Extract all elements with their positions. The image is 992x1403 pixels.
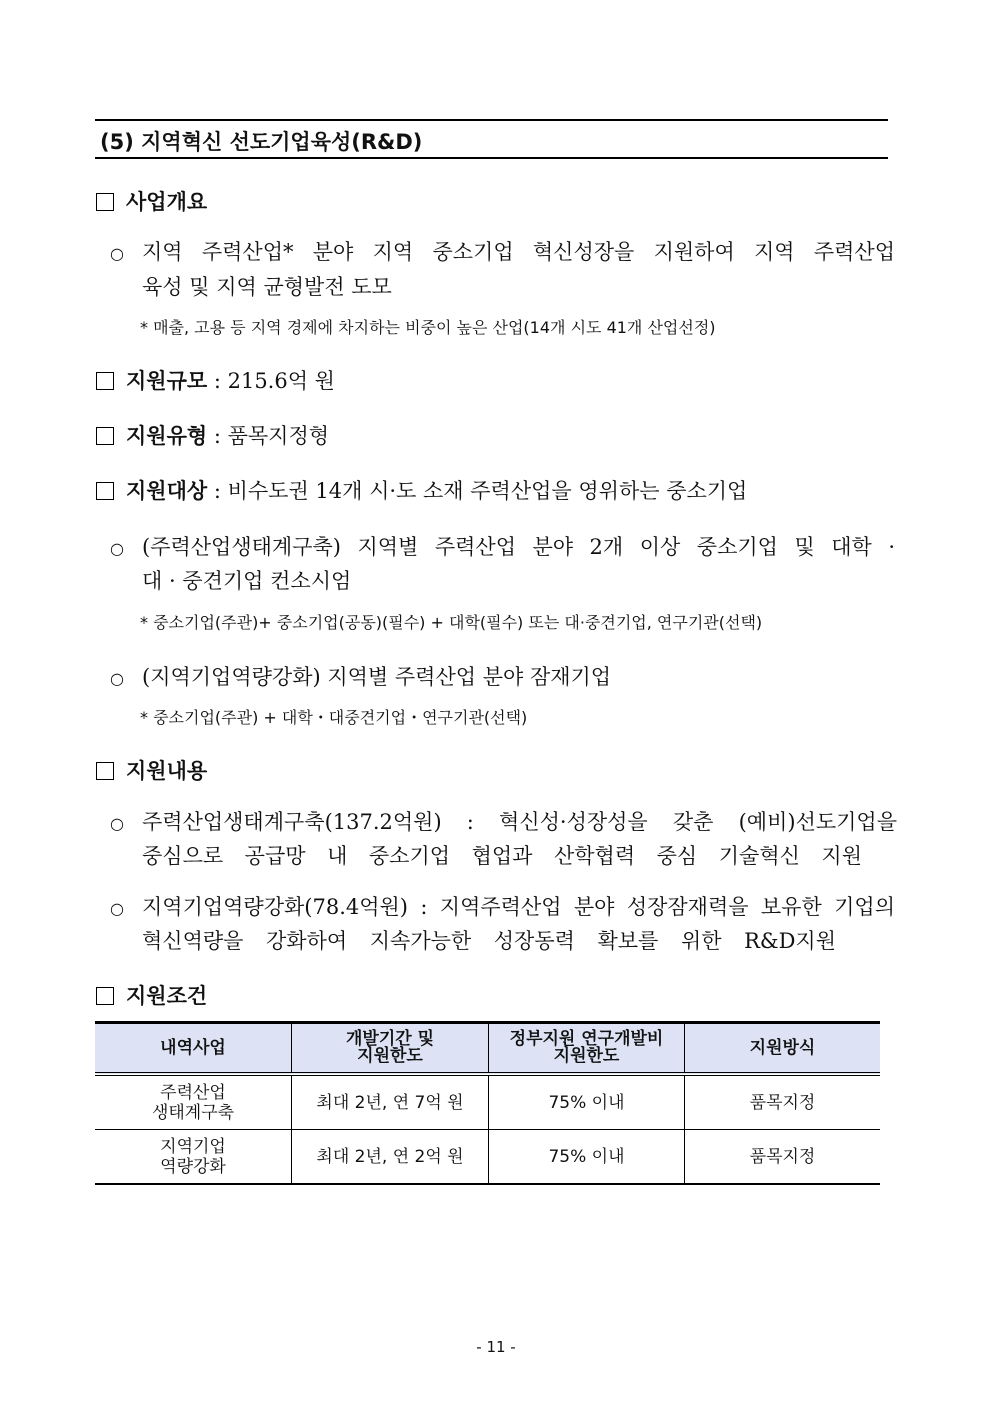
table-header-row bbox=[95, 1023, 880, 1075]
checkbox-square-icon bbox=[96, 372, 114, 390]
content-bullet-1-line2: 중심으로 공급망 내 중소기업 협업과 산학협력 중심 기술혁신 지원 bbox=[142, 844, 862, 868]
column-header: 정부지원 연구개발비 지원한도 bbox=[489, 1023, 685, 1075]
cell-method: 품목지정 bbox=[685, 1130, 881, 1185]
target-note-1: * 중소기업(주관)+ 중소기업(공동)(필수) + 대학(필수) 또는 대·중견기업, 연구기관(선택) bbox=[140, 613, 763, 632]
page-number: - 11 - bbox=[476, 1338, 516, 1356]
column-header: 내역사업 bbox=[95, 1023, 292, 1075]
heading-target: 지원대상 : 비수도권 14개 시·도 소재 주력산업을 영위하는 중소기업 bbox=[96, 476, 747, 506]
column-header: 개발기간 및 지원한도 bbox=[292, 1023, 489, 1075]
checkbox-square-icon bbox=[96, 193, 114, 211]
circle-bullet-icon: ○ bbox=[110, 814, 124, 833]
title-top-rule bbox=[95, 119, 888, 121]
cell-program: 지역기업 역량강화 bbox=[95, 1130, 292, 1185]
section-title: (5) 지역혁신 선도기업육성(R&D) bbox=[100, 130, 423, 154]
conditions-table bbox=[95, 1021, 880, 1185]
heading-scale: 지원규모 : 215.6억 원 bbox=[96, 366, 335, 396]
cell-period: 최대 2년, 연 2억 원 bbox=[292, 1130, 489, 1185]
circle-bullet-icon: ○ bbox=[110, 244, 124, 263]
heading-type: 지원유형 : 품목지정형 bbox=[96, 421, 329, 451]
circle-bullet-icon: ○ bbox=[110, 899, 124, 918]
circle-bullet-icon: ○ bbox=[110, 539, 124, 558]
checkbox-square-icon bbox=[96, 427, 114, 445]
table-row bbox=[95, 1130, 880, 1185]
cell-period: 최대 2년, 연 7억 원 bbox=[292, 1074, 489, 1130]
overview-note: * 매출, 고용 등 지역 경제에 차지하는 비중이 높은 산업(14개 시도 41개 산업선정) bbox=[140, 318, 716, 337]
checkbox-square-icon bbox=[96, 762, 114, 780]
target-note-2: * 중소기업(주관) + 대학・대중견기업・연구기관(선택) bbox=[140, 708, 528, 727]
cell-ratio: 75% 이내 bbox=[489, 1074, 685, 1130]
content-bullet-2: ○ 지역기업역량강화(78.4억원) : 지역주력산업 분야 성장잠재력을 보유한 기업의 bbox=[110, 892, 142, 922]
cell-program: 주력산업 생태계구축 bbox=[95, 1074, 292, 1130]
content-bullet-2-line2: 혁신역량을 강화하여 지속가능한 성장동력 확보를 위한 R&D지원 bbox=[142, 929, 836, 953]
heading-content: 지원내용 bbox=[96, 756, 207, 786]
target-bullet-2: ○ (지역기업역량강화) 지역별 주력산업 분야 잠재기업 bbox=[110, 662, 611, 692]
overview-bullet-line2: 육성 및 지역 균형발전 도모 bbox=[142, 275, 392, 299]
content-bullet-1: ○ 주력산업생태계구축(137.2억원) : 혁신성·성장성을 갖춘 (예비)선도기업을 bbox=[110, 807, 142, 837]
column-header: 지원방식 bbox=[685, 1023, 881, 1075]
circle-bullet-icon: ○ bbox=[110, 669, 124, 688]
target-bullet-1-line2: 대 · 중견기업 컨소시엄 bbox=[142, 569, 352, 593]
table-row bbox=[95, 1074, 880, 1130]
target-bullet-1: ○ (주력산업생태계구축) 지역별 주력산업 분야 2개 이상 중소기업 및 대학 · bbox=[110, 532, 142, 562]
heading-conditions: 지원조건 bbox=[96, 981, 207, 1011]
cell-method: 품목지정 bbox=[685, 1074, 881, 1130]
checkbox-square-icon bbox=[96, 987, 114, 1005]
checkbox-square-icon bbox=[96, 482, 114, 500]
overview-bullet: ○ 지역 주력산업* 분야 지역 중소기업 혁신성장을 지원하여 지역 주력산업 bbox=[110, 237, 142, 267]
title-bottom-rule bbox=[95, 157, 888, 159]
heading-overview: 사업개요 bbox=[96, 187, 207, 217]
cell-ratio: 75% 이내 bbox=[489, 1130, 685, 1185]
